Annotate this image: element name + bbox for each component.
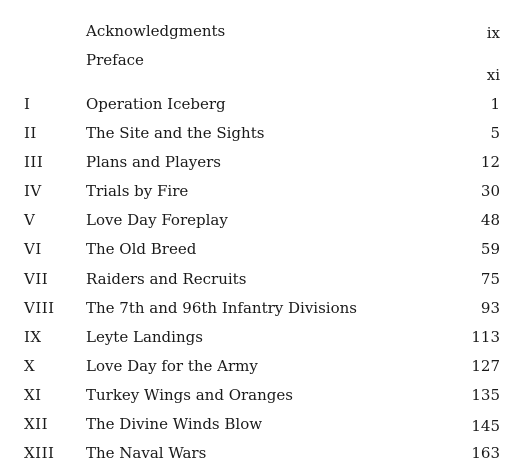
chapter-page: 127 — [471, 357, 500, 375]
toc-entry-chapter — [0, 93, 532, 115]
chapter-page: 1 — [490, 95, 500, 113]
chapter-number: IV — [24, 182, 42, 200]
chapter-title: The 7th and 96th Infantry Divisions — [86, 299, 357, 317]
chapter-number: XIII — [24, 444, 55, 462]
toc-entry-title: Preface — [86, 51, 144, 69]
chapter-page: 163 — [471, 444, 500, 462]
chapter-number: I — [24, 95, 31, 113]
chapter-title: Raiders and Recruits — [86, 270, 247, 288]
chapter-title: Love Day for the Army — [86, 357, 258, 375]
toc-entry-chapter — [0, 209, 532, 231]
chapter-number: II — [24, 124, 37, 142]
toc-entry-chapter — [0, 180, 532, 202]
chapter-title: The Old Breed — [86, 240, 197, 258]
chapter-title: The Naval Wars — [86, 444, 207, 462]
chapter-number: VI — [24, 240, 42, 258]
chapter-number: XII — [24, 415, 49, 433]
toc-entry-chapter — [0, 326, 532, 348]
toc-entry-chapter — [0, 384, 532, 406]
toc-entry-preface — [0, 49, 532, 84]
chapter-page: 75 — [480, 270, 500, 288]
toc-entry-title: Acknowledgments — [86, 22, 226, 40]
toc-entry-chapter — [0, 442, 532, 464]
toc-entry-chapter — [0, 151, 532, 173]
chapter-title: Operation Iceberg — [86, 95, 226, 113]
chapter-title: Love Day Foreplay — [86, 211, 228, 229]
toc-entry-page: xi — [486, 66, 500, 84]
chapter-title: Trials by Fire — [86, 182, 189, 200]
chapter-page: 93 — [480, 299, 500, 317]
chapter-page: 48 — [480, 211, 500, 229]
chapter-page: 30 — [480, 182, 500, 200]
toc-entry-chapter — [0, 297, 532, 319]
toc-entry-chapter — [0, 122, 532, 144]
chapter-page: 135 — [471, 386, 500, 404]
chapter-title: The Divine Winds Blow — [86, 415, 263, 433]
toc-entry-chapter — [0, 268, 532, 290]
toc-entry-chapter — [0, 413, 532, 435]
toc-entry-acknowledgments — [0, 20, 532, 42]
chapter-title: Turkey Wings and Oranges — [86, 386, 293, 404]
chapter-page: 113 — [471, 328, 500, 346]
chapter-number: X — [24, 357, 36, 375]
chapter-number: IX — [24, 328, 42, 346]
chapter-title: Leyte Landings — [86, 328, 203, 346]
chapter-page: 5 — [490, 124, 500, 142]
chapter-number: VII — [24, 270, 49, 288]
chapter-page: 12 — [480, 153, 500, 171]
chapter-page: 145 — [471, 417, 500, 435]
toc-entry-chapter — [0, 238, 532, 260]
chapter-title: Plans and Players — [86, 153, 221, 171]
chapter-number: XI — [24, 386, 42, 404]
toc-entry-chapter — [0, 355, 532, 377]
chapter-number: III — [24, 153, 44, 171]
chapter-page: 59 — [480, 240, 500, 258]
chapter-number: V — [24, 211, 36, 229]
toc-entry-page: ix — [486, 24, 500, 42]
chapter-number: VIII — [24, 299, 55, 317]
chapter-title: The Site and the Sights — [86, 124, 265, 142]
